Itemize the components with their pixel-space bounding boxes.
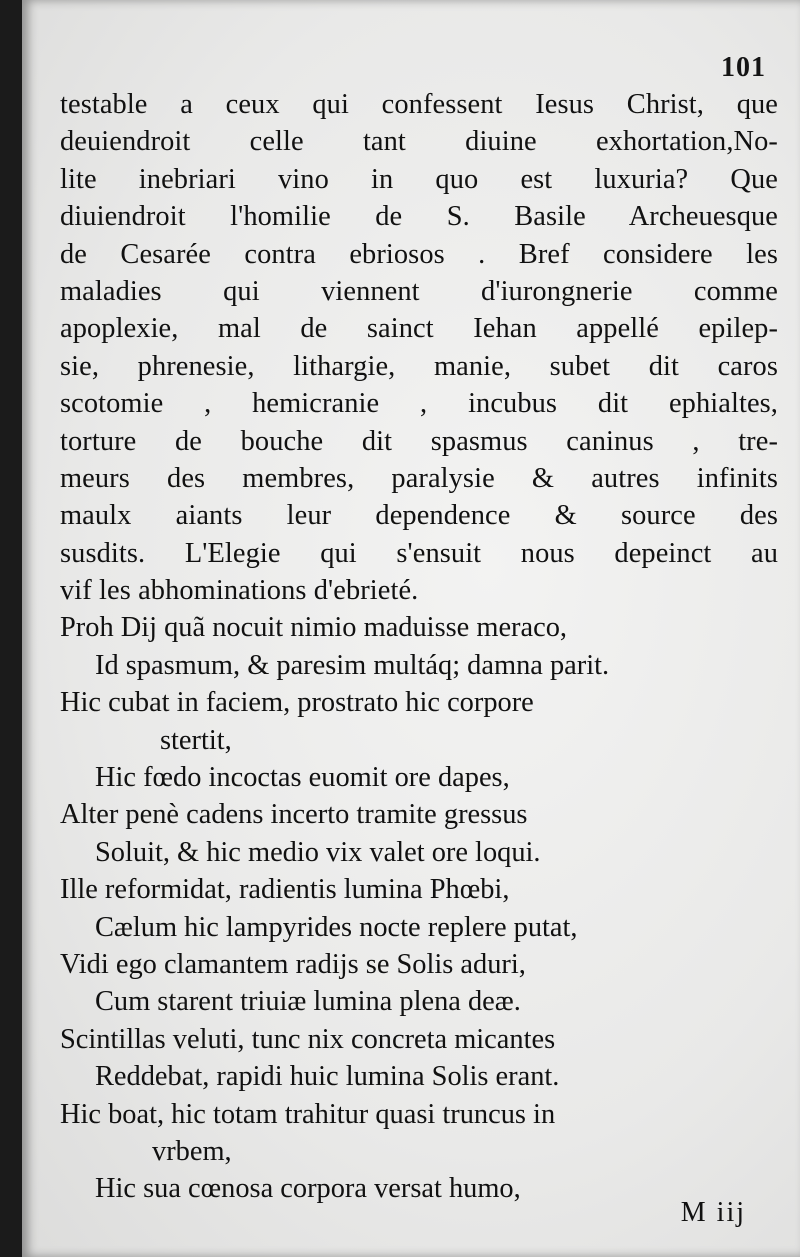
verse-line: Alter penè cadens incerto tramite gressus [60, 799, 528, 831]
prose-line: maladies qui viennent d'iurongnerie comme [60, 275, 778, 307]
prose-line: sie, phrenesie, lithargie, manie, subet dit caros [60, 350, 778, 382]
prose-line: maulx aiants leur dependence & source des [60, 500, 778, 532]
verse-line: Reddebat, rapidi huic lumina Solis erant. [95, 1061, 560, 1093]
prose-line: testable a ceux qui confessent Iesus Christ, que [60, 89, 778, 120]
prose-line: scotomie , hemicranie , incubus dit ephialtes, [60, 388, 778, 420]
verse-line: Cælum hic lampyrides nocte replere putat, [95, 911, 578, 943]
page-text [60, 86, 778, 1208]
elegy-verse [60, 609, 778, 1207]
verse-line: Soluit, & hic medio vix valet ore loqui. [95, 836, 541, 868]
prose-line: deuiendroit celle tant diuine exhortation,No- [60, 126, 778, 158]
verse-line: Scintillas veluti, tunc nix concreta micantes [60, 1023, 556, 1055]
prose-line: lite inebriari vino in quo est luxuria? Que [60, 163, 778, 195]
verse-line: Id spasmum, & paresim multáq; damna parit. [95, 649, 610, 681]
verse-line: Hic fœdo incoctas euomit ore dapes, [95, 762, 510, 794]
prose-paragraph [60, 86, 778, 609]
verse-line: Cum starent triuiæ lumina plena deæ. [95, 986, 521, 1018]
verse-line: Hic boat, hic totam trahitur quasi truncus in [60, 1098, 556, 1130]
verse-line: Hic sua cœnosa corpora versat humo, [95, 1173, 521, 1205]
prose-line: meurs des membres, paralysie & autres infinits [60, 462, 778, 494]
book-page [22, 0, 800, 1257]
verse-line: Hic cubat in faciem, prostrato hic corpore [60, 687, 534, 719]
prose-line: susdits. L'Elegie qui s'ensuit nous depeinct au [60, 537, 778, 569]
prose-line: vif les abhominations d'ebrieté. [60, 575, 419, 607]
verse-line: Ille reformidat, radientis lumina Phœbi, [60, 874, 510, 906]
page-number: 101 [721, 52, 766, 83]
verse-line: Vidi ego clamantem radijs se Solis aduri, [60, 948, 526, 980]
prose-line: diuiendroit l'homilie de S. Basile Archeuesque [60, 201, 778, 233]
verse-line: vrbem, [152, 1135, 232, 1167]
verse-line: Proh Dij quã nocuit nimio maduisse meraco, [60, 612, 567, 644]
verse-line: stertit, [160, 724, 232, 756]
prose-line: torture de bouche dit spasmus caninus , tre- [60, 425, 778, 457]
signature-mark: M iij [680, 1197, 746, 1228]
prose-line: apoplexie, mal de sainct Iehan appellé epilep- [60, 313, 778, 345]
prose-line: de Cesarée contra ebriosos . Bref considere les [60, 238, 778, 270]
